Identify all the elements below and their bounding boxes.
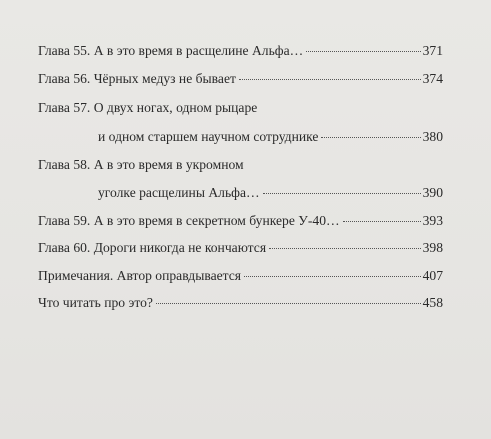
dot-leader: [321, 137, 420, 138]
toc-entry-page-number: 390: [422, 185, 443, 200]
toc-entry-chapter-59: [38, 214, 443, 232]
toc-entry-page-number: 380: [422, 129, 443, 144]
dot-leader: [239, 79, 421, 80]
toc-entry-title: Глава 58. А в это время в укромном: [38, 157, 244, 172]
toc-entry-title: Глава 60. Дороги никогда не кончаются: [38, 240, 267, 255]
toc-entry-chapter-58-line-1: [38, 158, 443, 176]
dot-leader: [306, 51, 420, 52]
toc-entry-further-reading: [38, 296, 443, 314]
toc-entry-title: Примечания. Автор оправдывается: [38, 268, 242, 283]
toc-entry-title: Что читать про это?: [38, 295, 153, 310]
toc-entry-page-number: 398: [422, 240, 443, 255]
toc-entry-page-number: 374: [422, 71, 443, 86]
toc-entry-title: Глава 56. Чёрных медуз не бывает: [38, 71, 236, 86]
toc-entry-page-number: 458: [422, 295, 443, 310]
toc-entry-chapter-56: [38, 72, 443, 90]
toc-entry-title: Глава 57. О двух ногах, одном рыцаре: [38, 100, 258, 115]
toc-entry-chapter-58-line-2: [38, 186, 443, 204]
toc-entry-chapter-55: [38, 44, 443, 62]
toc-entry-title-continuation: и одном старшем научном сотруднике: [98, 129, 319, 144]
dot-leader: [244, 276, 421, 277]
toc-entry-chapter-57-line-2: [38, 130, 443, 148]
toc-entry-title-continuation: уголке расщелины Альфа…: [98, 185, 260, 200]
dot-leader: [343, 221, 421, 222]
dot-leader: [263, 193, 421, 194]
toc-entry-notes: [38, 269, 443, 287]
toc-entry-title: Глава 55. А в это время в расщелине Альфа…: [38, 43, 304, 58]
toc-entry-page-number: 371: [422, 43, 443, 58]
dot-leader: [156, 303, 421, 304]
toc-entry-chapter-57-line-1: [38, 101, 443, 119]
toc-entry-page-number: 393: [422, 213, 443, 228]
toc-entry-page-number: 407: [422, 268, 443, 283]
dot-leader: [269, 248, 421, 249]
toc-entry-chapter-60: [38, 241, 443, 259]
toc-entry-title: Глава 59. А в это время в секретном бункере У-40…: [38, 213, 340, 228]
